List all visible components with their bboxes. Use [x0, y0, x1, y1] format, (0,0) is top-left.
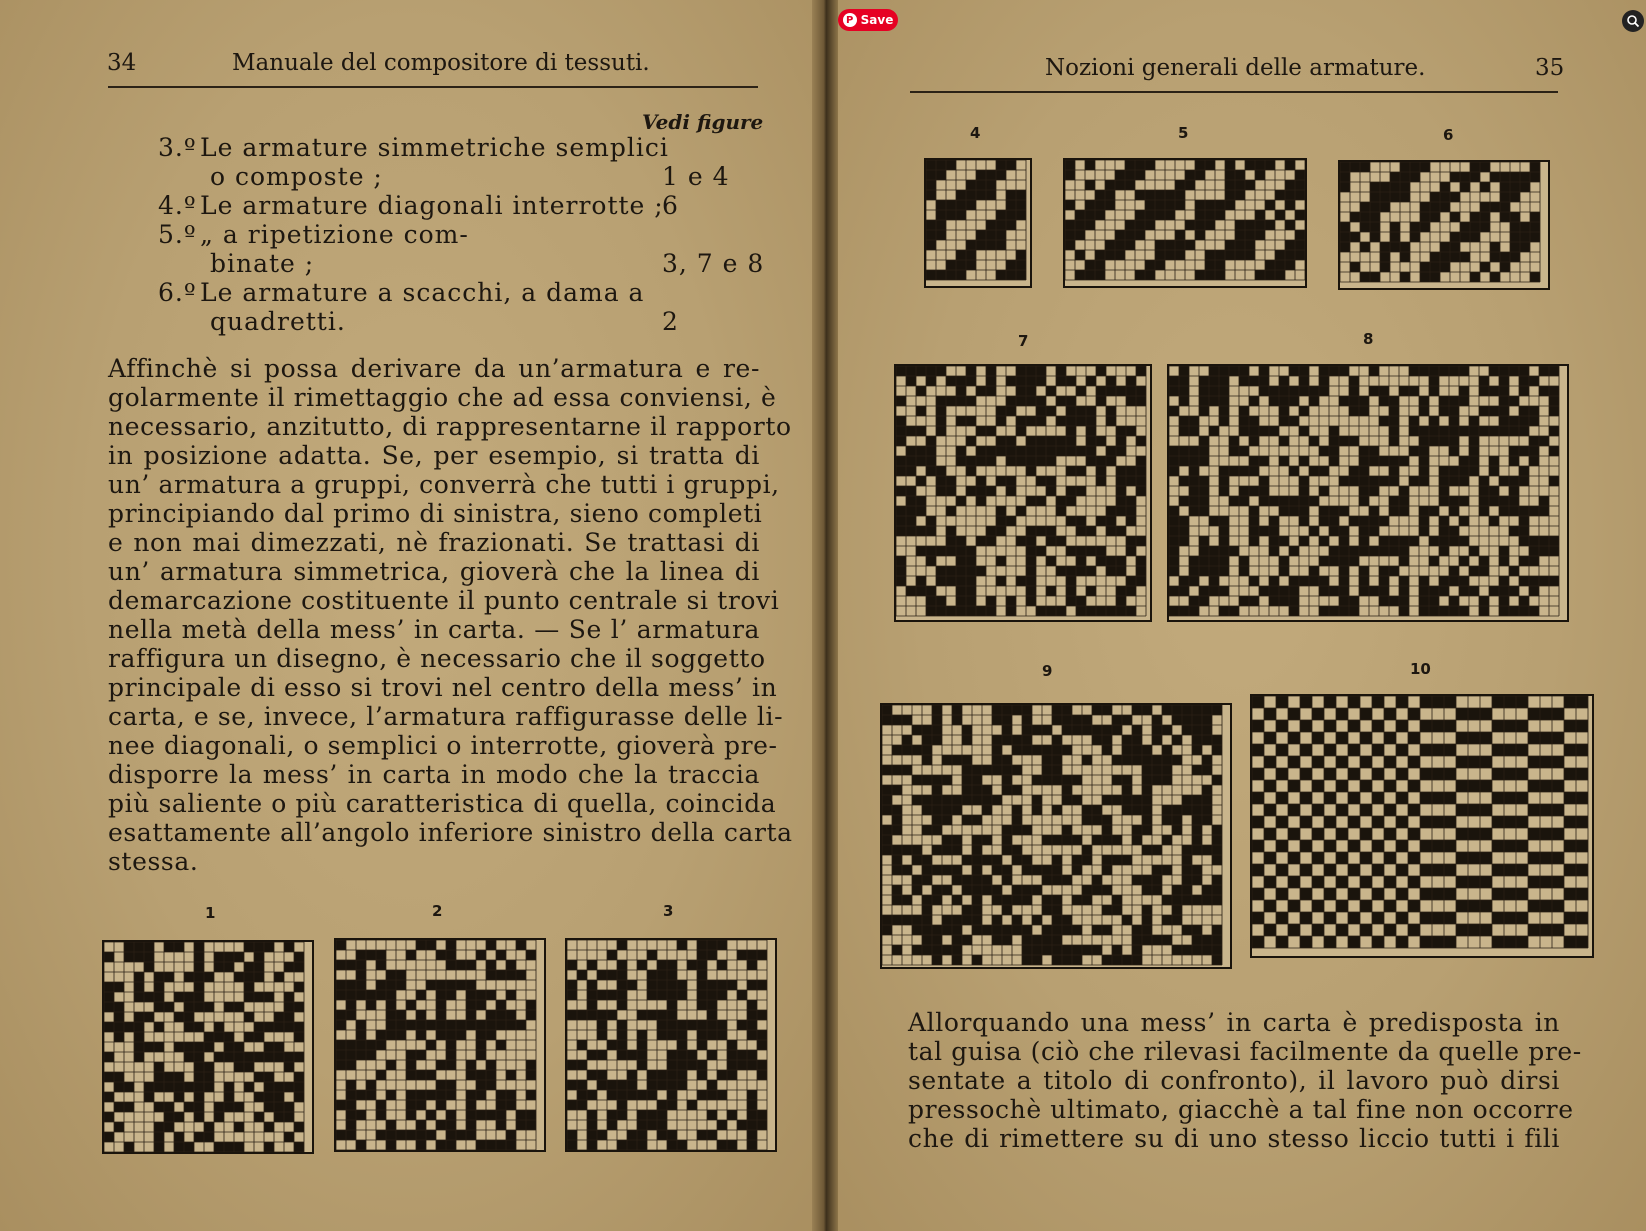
list-item-text: quadretti.: [210, 307, 346, 336]
paragraph-line: Affinchè si possa derivare da un’armatura e re-: [108, 354, 760, 383]
pinterest-save-button[interactable]: [838, 9, 898, 31]
figure-label-3: 3: [663, 902, 674, 920]
figure-6-weave-pattern: [1338, 160, 1550, 290]
figure-1-weave-pattern: [102, 940, 314, 1154]
list-item-number: 6.º: [158, 278, 197, 307]
paragraph-line: Allorquando una mess’ in carta è predisposta in: [908, 1008, 1560, 1037]
paragraph-line: necessario, anzitutto, di rappresentarne il rapporto: [108, 412, 792, 441]
figure-9-weave-pattern: [880, 703, 1232, 969]
paragraph-line: sentate a titolo di confronto), il lavoro può dirsi: [908, 1066, 1560, 1095]
paragraph-line: che di rimettere su di uno stesso liccio tutti i fili: [908, 1124, 1560, 1153]
left-body-paragraph: [108, 354, 793, 876]
list-item-text: Le armature simmetriche semplici: [200, 133, 669, 162]
figure-4-weave-pattern: [924, 158, 1032, 288]
right-body-paragraph: [908, 1008, 1582, 1153]
figure-label-5: 5: [1178, 124, 1189, 142]
list-item-figure-ref: 1 e 4: [662, 162, 730, 191]
paragraph-line: più saliente o più caratteristica di quella, coincida: [108, 789, 777, 818]
right-page-number: 35: [1535, 55, 1565, 81]
right-running-title: Nozioni generali delle armature.: [1045, 55, 1426, 81]
paragraph-line: esattamente all’angolo inferiore sinistro della carta: [108, 818, 793, 847]
list-item-text: „ a ripetizione com-: [200, 220, 469, 249]
paragraph-line: demarcazione costituente il punto centrale si trovi: [108, 586, 780, 615]
list-item-number: 4.º: [158, 191, 197, 220]
figure-8-weave-pattern: [1167, 364, 1569, 622]
list-item-number: 5.º: [158, 220, 197, 249]
list-item-figure-ref: 3, 7 e 8: [662, 249, 765, 278]
figure-label-9: 9: [1042, 662, 1053, 680]
figure-label-1: 1: [205, 904, 216, 922]
paragraph-line: in posizione adatta. Se, per esempio, si tratta di: [108, 441, 760, 470]
visual-search-icon: [1626, 14, 1640, 28]
paragraph-line: stessa.: [108, 847, 199, 876]
figure-3-weave-pattern: [565, 938, 777, 1152]
list-item-number: 3.º: [158, 133, 197, 162]
figure-label-2: 2: [432, 902, 443, 920]
save-label: Save: [860, 13, 894, 27]
paragraph-line: principiando dal primo di sinistra, sieno completi: [108, 499, 763, 528]
paragraph-line: pressochè ultimato, giacchè a tal fine non occorre: [908, 1095, 1574, 1124]
figure-2-weave-pattern: [334, 938, 546, 1152]
paragraph-line: principale di esso si trovi nel centro della mess’ in: [108, 673, 778, 702]
paragraph-line: golarmente il rimettaggio che ad essa conviensi, è: [108, 383, 777, 412]
book-gutter: [812, 0, 838, 1231]
figure-label-6: 6: [1443, 126, 1454, 144]
paragraph-line: disporre la mess’ in carta in modo che la traccia: [108, 760, 760, 789]
list-item-figure-ref: 6: [662, 191, 679, 220]
right-header-rule: [910, 91, 1558, 93]
figure-label-10: 10: [1410, 660, 1431, 678]
list-item-text: Le armature diagonali interrotte ;: [200, 191, 664, 220]
paragraph-line: un’ armatura simmetrica, gioverà che la linea di: [108, 557, 760, 586]
paragraph-line: nee diagonali, o semplici o interrotte, gioverà pre-: [108, 731, 778, 760]
figure-label-4: 4: [970, 124, 981, 142]
figure-7-weave-pattern: [894, 364, 1152, 622]
pinterest-icon: P: [843, 13, 857, 27]
figure-5-weave-pattern: [1063, 158, 1307, 288]
paragraph-line: e non mai dimezzati, nè frazionati. Se trattasi di: [108, 528, 760, 557]
paragraph-line: un’ armatura a gruppi, converrà che tutti i gruppi,: [108, 470, 780, 499]
paragraph-line: raffigura un disegno, è necessario che il soggetto: [108, 644, 766, 673]
paragraph-line: tal guisa (ciò che rilevasi facilmente da quelle pre-: [908, 1037, 1582, 1066]
figure-label-8: 8: [1363, 330, 1374, 348]
paragraph-line: nella metà della mess’ in carta. — Se l’ armatura: [108, 615, 760, 644]
figure-label-7: 7: [1018, 332, 1029, 350]
left-running-title: Manuale del compositore di tessuti.: [232, 50, 650, 76]
figure-10-weave-pattern: [1250, 694, 1594, 958]
left-page-number: 34: [107, 50, 137, 76]
figures-column-header: Vedi figure: [642, 110, 764, 134]
paragraph-line: carta, e se, invece, l’armatura raffigurasse delle li-: [108, 702, 784, 731]
list-item-figure-ref: 2: [662, 307, 679, 336]
list-item-text: binate ;: [210, 249, 315, 278]
list-item-text: o composte ;: [210, 162, 383, 191]
left-header-rule: [108, 86, 758, 88]
list-item-text: Le armature a scacchi, a dama a: [200, 278, 645, 307]
visual-search-button[interactable]: [1622, 10, 1644, 32]
